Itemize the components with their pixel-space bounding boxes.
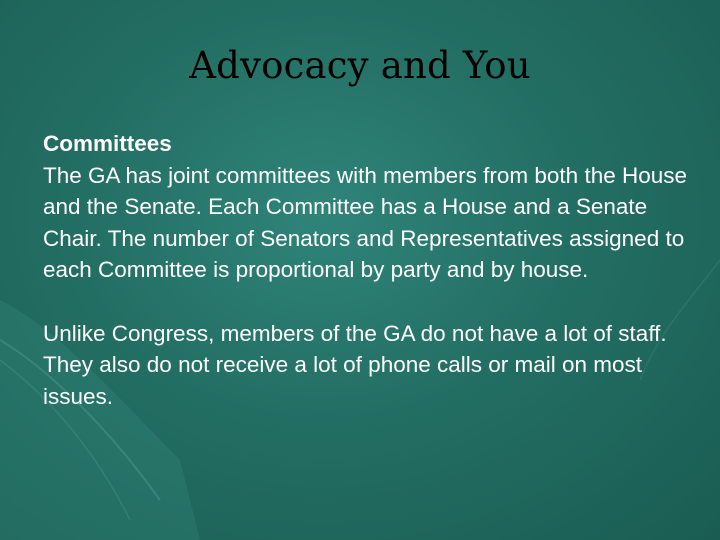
slide-body [43, 128, 693, 412]
paragraph-staff: Unlike Congress, members of the GA do not have a lot of staff. They also do not receive a lot of phone calls or mail on most issues. [43, 320, 667, 409]
section-heading: Committees [43, 131, 172, 156]
paragraph-committees: The GA has joint committees with members from both the House and the Senate. Each Committee has a House and a Senate Chair. The number of Senators and Representatives assigned to each Committee is proportional by party and by house. [43, 162, 688, 282]
slide-title: Advocacy and You [189, 44, 531, 87]
